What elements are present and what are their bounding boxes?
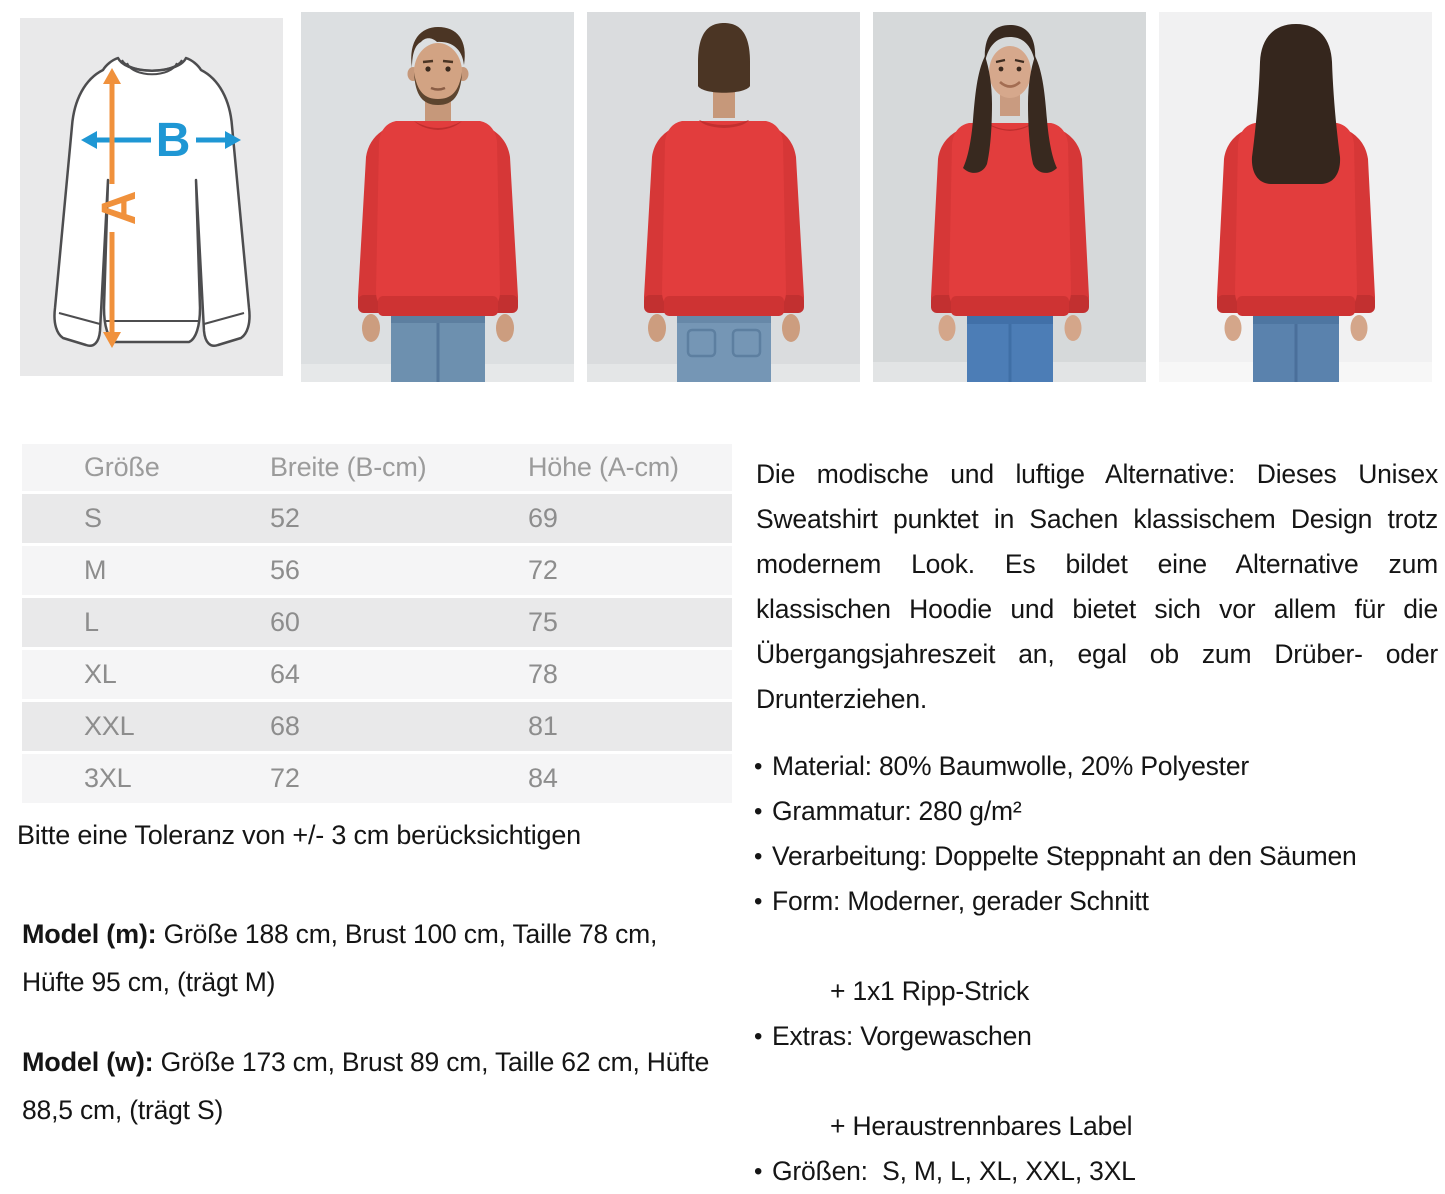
header-height: Höhe (A-cm) xyxy=(528,452,679,482)
feature-list xyxy=(756,744,1438,1194)
photo-man-back xyxy=(587,12,860,382)
sweatshirt-red xyxy=(644,120,804,316)
feature-grammatur: • Grammatur: 280 g/m² xyxy=(756,789,1438,834)
feature-extras-sub: + Heraustrennbares Label xyxy=(830,1111,1133,1141)
tolerance-note: Bitte eine Toleranz von +/- 3 cm berücksichtigen xyxy=(17,820,581,850)
right-column xyxy=(756,452,1438,1194)
feature-form: • Form: Moderner, gerader Schnitt + 1x1 Ripp-Strick xyxy=(756,879,1438,1014)
model-m-label: Model (m): xyxy=(22,919,157,949)
woman-back-illustration xyxy=(1159,12,1432,382)
woman-hair xyxy=(1252,24,1340,184)
man-front-illustration xyxy=(301,12,574,382)
table-row: S 52 69 xyxy=(22,491,732,543)
table-row: XL 64 78 xyxy=(22,647,732,699)
feature-form-sub: + 1x1 Ripp-Strick xyxy=(830,976,1030,1006)
sweatshirt-red xyxy=(358,121,518,316)
size-table-header xyxy=(22,444,732,491)
left-column xyxy=(17,444,732,1134)
header-size: Größe xyxy=(84,452,160,482)
model-info-m xyxy=(22,910,722,1006)
woman-front-illustration xyxy=(873,12,1146,382)
size-diagram xyxy=(15,12,288,382)
height-label: A xyxy=(93,190,146,226)
feature-groessen: • Größen: S, M, L, XL, XXL, 3XL xyxy=(756,1149,1438,1194)
table-row: 3XL 72 84 xyxy=(22,751,732,803)
feature-extras: • Extras: Vorgewaschen + Heraustrennbares Label xyxy=(756,1014,1438,1149)
photo-woman-back xyxy=(1159,12,1432,382)
model-m-details: Größe 188 cm, Brust 100 cm, Taille 78 cm, Hüfte 95 cm, (trägt M) xyxy=(22,919,658,997)
table-row: L 60 75 xyxy=(22,595,732,647)
model-w-details: Größe 173 cm, Brust 89 cm, Taille 62 cm, Hüfte 88,5 cm, (trägt S) xyxy=(22,1047,710,1125)
table-row: M 56 72 xyxy=(22,543,732,595)
product-image-gallery xyxy=(15,12,1432,382)
photo-man-front xyxy=(301,12,574,382)
feature-verarbeitung: • Verarbeitung: Doppelte Steppnaht an den Säumen xyxy=(756,834,1438,879)
sweatshirt-red xyxy=(931,123,1089,316)
man-back-illustration xyxy=(587,12,860,382)
size-table xyxy=(22,444,732,803)
model-info-w xyxy=(22,1038,722,1134)
model-w-label: Model (w): xyxy=(22,1047,154,1077)
feature-material: • Material: 80% Baumwolle, 20% Polyester xyxy=(756,744,1438,789)
sweatshirt-outline xyxy=(54,58,249,346)
width-label: B xyxy=(155,114,191,167)
product-description: Die modische und luftige Alternative: Dieses Unisex Sweatshirt punktet in Sachen klassischem Design trotz modernem Look. Es bildet eine Alternative zum klassischen Hoodie und bietet sich vor allem für die Übergangsjahreszeit an, egal ob zum Drüber- oder Drunterziehen. xyxy=(756,459,1438,714)
size-diagram-graphic xyxy=(15,12,288,382)
photo-woman-front xyxy=(873,12,1146,382)
table-row: XXL 68 81 xyxy=(22,699,732,751)
header-width: Breite (B-cm) xyxy=(270,452,427,482)
